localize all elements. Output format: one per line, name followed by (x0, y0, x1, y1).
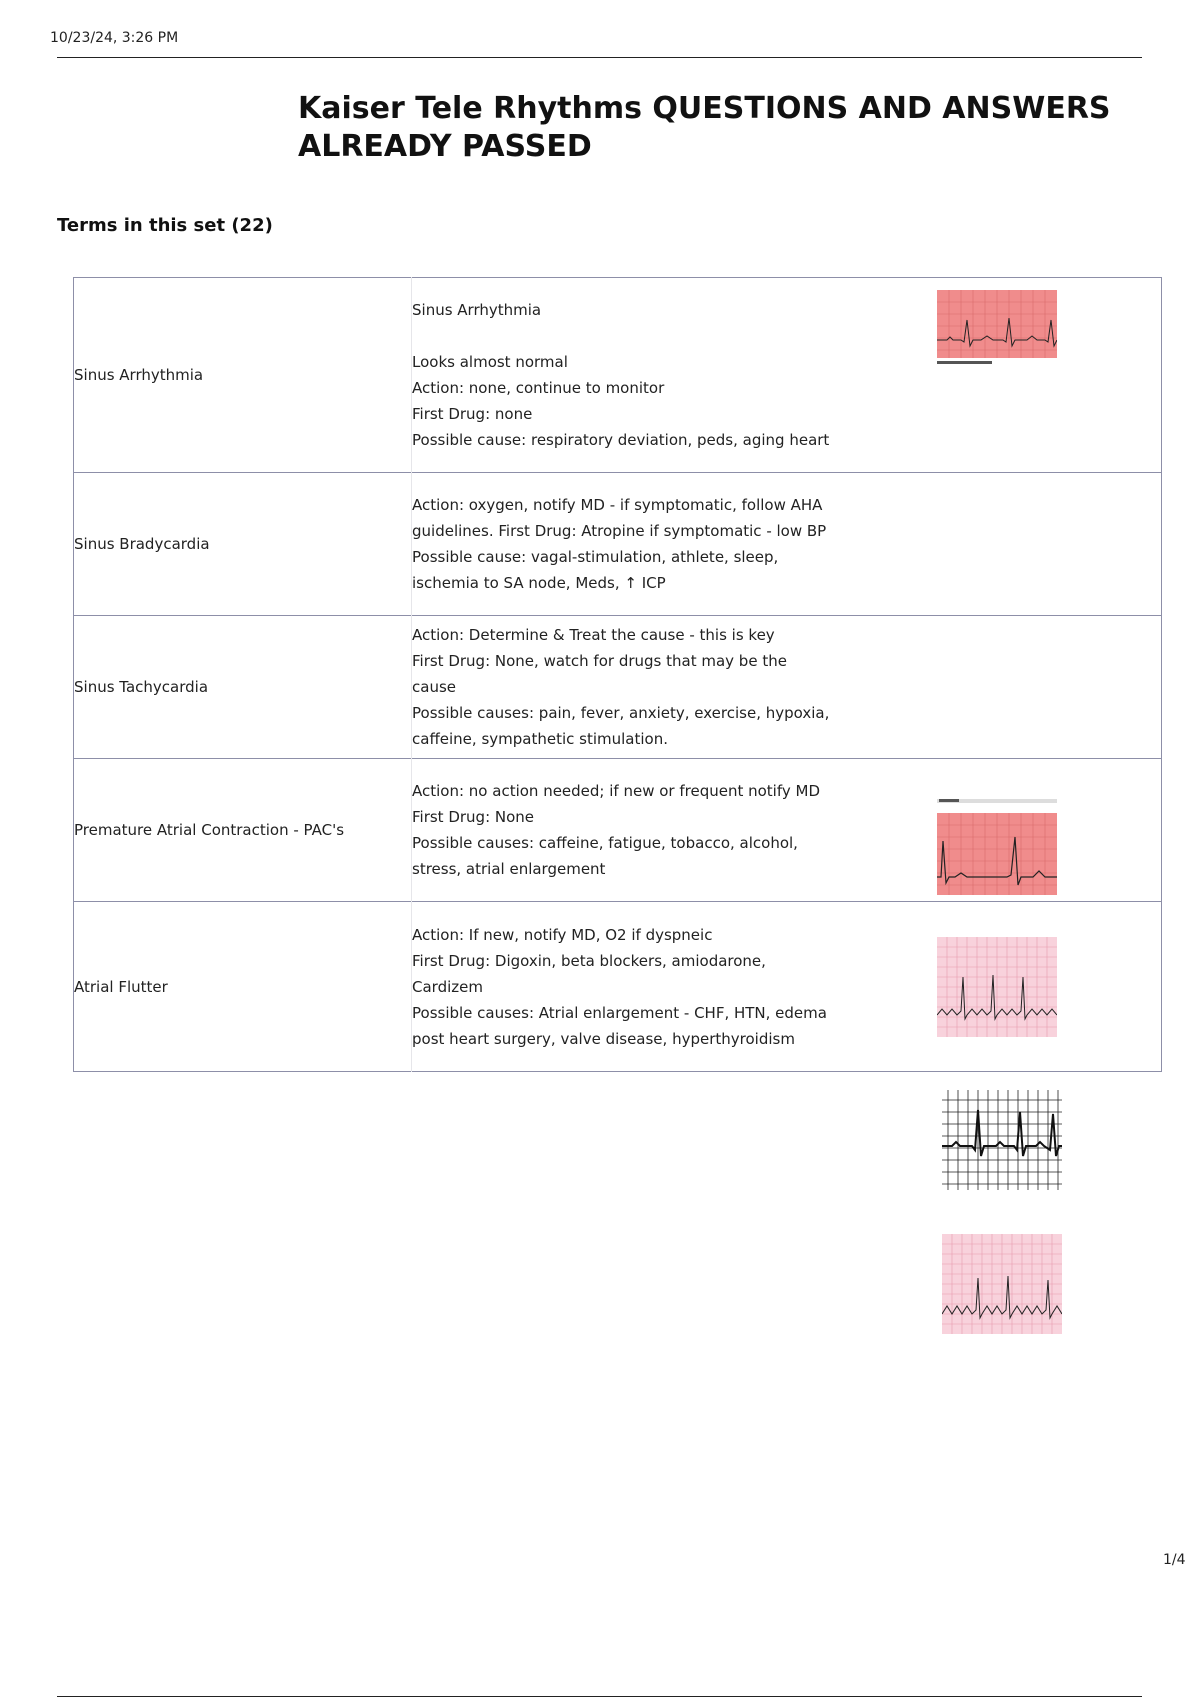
term-text: Sinus Arrhythmia (74, 366, 204, 384)
image-cell (832, 473, 1162, 616)
ecg-strip-image (937, 937, 1057, 1037)
ecg-label-mark (939, 799, 959, 802)
term-text: Sinus Tachycardia (74, 678, 209, 696)
term-cell (74, 473, 412, 616)
image-cell (832, 278, 1162, 473)
table-row (74, 473, 1162, 616)
image-cell (832, 759, 1162, 902)
term-cell (74, 902, 412, 1072)
term-text: Atrial Flutter (74, 977, 168, 996)
page-title: Kaiser Tele Rhythms QUESTIONS AND ANSWERS ALREADY PASSED (298, 91, 1111, 164)
definition-cell (412, 473, 833, 616)
header-rule (57, 57, 1142, 58)
ecg-strip-image (937, 290, 1057, 370)
term-text: Premature Atrial Contraction - PAC's (74, 821, 345, 839)
table-row (74, 616, 1162, 759)
term-cell (74, 278, 412, 473)
definition-text: Action: no action needed; if new or frequent notify MD First Drug: None Possible causes: caffeine, fatigue, tobacco, alcohol, stress, atrial enlargement (412, 782, 820, 878)
definition-cell (412, 278, 833, 473)
definition-text: Action: oxygen, notify MD - if symptomatic, follow AHA guidelines. First Drug: Atropine if symptomatic - low BP Possible cause: vagal-stimulation, athlete, sleep, ischemia to SA node, Meds, ↑ ICP (412, 496, 827, 592)
print-timestamp: 10/23/24, 3:26 PM (50, 30, 179, 46)
ecg-strip-image (942, 1090, 1062, 1190)
term-text: Sinus Bradycardia (74, 535, 210, 553)
term-cell (74, 759, 412, 902)
definition-text: Action: Determine & Treat the cause - this is key First Drug: None, watch for drugs that may be the cause Possible causes: pain, fever, anxiety, exercise, hypoxia, caffeine, sympathetic stimulation. (412, 626, 830, 748)
table-row (74, 902, 1162, 1072)
definition-cell (412, 759, 833, 902)
terms-count-label: Terms in this set (22) (57, 215, 273, 236)
definition-text: Sinus Arrhythmia Looks almost normal Action: none, continue to monitor First Drug: none Possible cause: respiratory deviation, peds, aging heart (412, 301, 830, 449)
ecg-background (942, 1090, 1062, 1190)
table-row (74, 759, 1162, 902)
page-number: 1/4 (1163, 1552, 1186, 1568)
definition-cell (412, 902, 833, 1072)
definition-cell (412, 616, 833, 759)
image-cell (832, 616, 1162, 759)
table-row (74, 278, 1162, 473)
ecg-strip-image (937, 799, 1057, 899)
image-cell (832, 902, 1162, 1072)
ecg-caption-mark (937, 361, 992, 364)
ecg-strip-image (942, 1234, 1062, 1334)
footer-rule (57, 1696, 1142, 1697)
definition-text: Action: If new, notify MD, O2 if dyspneic First Drug: Digoxin, beta blockers, amiodarone, Cardizem Possible causes: Atrial enlargement - CHF, HTN, edema post heart surgery, valve disease, hyperthyroidism (412, 925, 827, 1048)
terms-table (73, 277, 1162, 1072)
term-cell (74, 616, 412, 759)
